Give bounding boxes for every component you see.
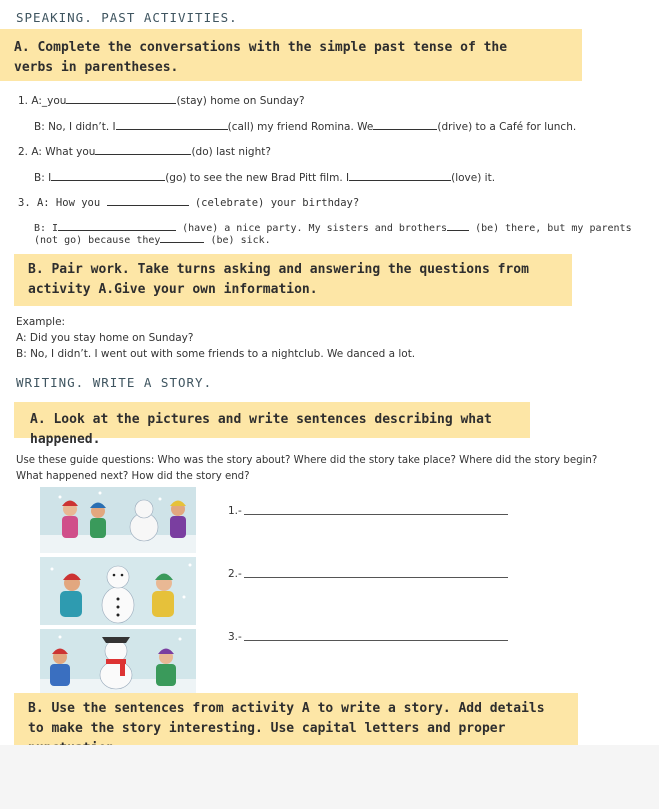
item-1-a-text: (stay) home on Sunday?: [176, 95, 305, 107]
page-bottom-margin: [0, 745, 659, 809]
blank-3c[interactable]: [447, 221, 469, 231]
item-3-a-prefix: 3. A: How you: [18, 197, 101, 209]
snow-picture-1: [40, 487, 196, 553]
item-2-b-prefix: B: I: [34, 172, 52, 184]
item-3-c-prefix: (not go) because they: [34, 235, 161, 246]
item-1-a-prefix: 1. A:_you: [18, 95, 67, 107]
activity-a-banner: [0, 29, 582, 81]
item-1-b-text1: (call) my friend Romina. We: [227, 121, 374, 133]
answer-3-label: 3.-: [228, 631, 242, 643]
item-3-question: [18, 196, 359, 209]
item-2-question: [18, 145, 271, 158]
item-2-a-prefix: 2. A: What you: [18, 146, 96, 158]
blank-1c[interactable]: [373, 120, 437, 130]
answer-1-line[interactable]: [244, 514, 508, 515]
example-line-a: A: Did you stay home on Sunday?: [16, 332, 194, 344]
blank-3d[interactable]: [160, 233, 204, 243]
item-2-answer: [34, 171, 495, 184]
snow-picture-2: [40, 557, 196, 625]
item-2-b-text1: (go) to see the new Brad Pitt film. I: [165, 172, 350, 184]
guide-line-1: Use these guide questions: Who was the story about? Where did the story take place? Where did the story begin?: [16, 455, 598, 466]
answer-2-label: 2.-: [228, 568, 242, 580]
item-1-answer: [34, 120, 576, 133]
speaking-heading: SPEAKING. PAST ACTIVITIES.: [16, 10, 238, 25]
snow-picture-3: [40, 629, 196, 693]
blank-1b[interactable]: [116, 120, 228, 130]
example-line-b: B: No, I didn’t. I went out with some friends to a nightclub. We danced a lot.: [16, 348, 416, 360]
example-label: Example:: [16, 316, 66, 328]
item-3-answer-cont: [34, 233, 271, 246]
activity-b-title: B. Pair work. Take turns asking and answering the questions from activity A.Give your own information.: [28, 262, 529, 297]
writing-activity-a-banner: [14, 402, 530, 447]
item-3-c-text: (be) sick.: [210, 235, 271, 246]
activity-a-title: A. Complete the conversations with the simple past tense of the verbs in parentheses.: [14, 40, 508, 75]
item-3-b-text1: (have) a nice party. My sisters and brothers: [182, 223, 448, 234]
item-1-b-prefix: B: No, I didn’t. I: [34, 121, 116, 133]
item-3-b-text2: (be) there, but my parents: [475, 223, 632, 234]
item-2-a-text: (do) last night?: [191, 146, 271, 158]
writing-activity-a-title: A. Look at the pictures and write sentences describing what happened.: [30, 412, 492, 447]
blank-2b[interactable]: [51, 171, 165, 181]
answer-1-label: 1.-: [228, 505, 242, 517]
guide-line-2: What happened next? How did the story end?: [16, 471, 250, 482]
finished-snowman-illustration: [40, 629, 196, 693]
blank-3b[interactable]: [58, 221, 176, 231]
blank-3a[interactable]: [107, 196, 189, 206]
building-snowman-illustration: [40, 557, 196, 625]
item-1-b-text2: (drive) to a Café for lunch.: [437, 121, 577, 133]
writing-activity-b-title: B. Use the sentences from activity A to write a story. Add details to make the story interesting. Use capital letters and proper: [28, 701, 545, 736]
blank-1a[interactable]: [66, 94, 176, 104]
item-1-question: [18, 94, 305, 107]
item-3-b-prefix: B: I: [34, 223, 59, 234]
snowball-fight-illustration: [40, 487, 196, 553]
item-3-a-text: (celebrate) your birthday?: [194, 197, 360, 209]
item-2-b-text2: (love) it.: [451, 172, 496, 184]
blank-2c[interactable]: [349, 171, 451, 181]
answer-3-line[interactable]: [244, 640, 508, 641]
blank-2a[interactable]: [95, 145, 191, 155]
writing-heading: WRITING. WRITE A STORY.: [16, 375, 213, 390]
writing-activity-b-banner: [14, 693, 578, 745]
answer-2-line[interactable]: [244, 577, 508, 578]
activity-b-banner: [14, 254, 572, 306]
